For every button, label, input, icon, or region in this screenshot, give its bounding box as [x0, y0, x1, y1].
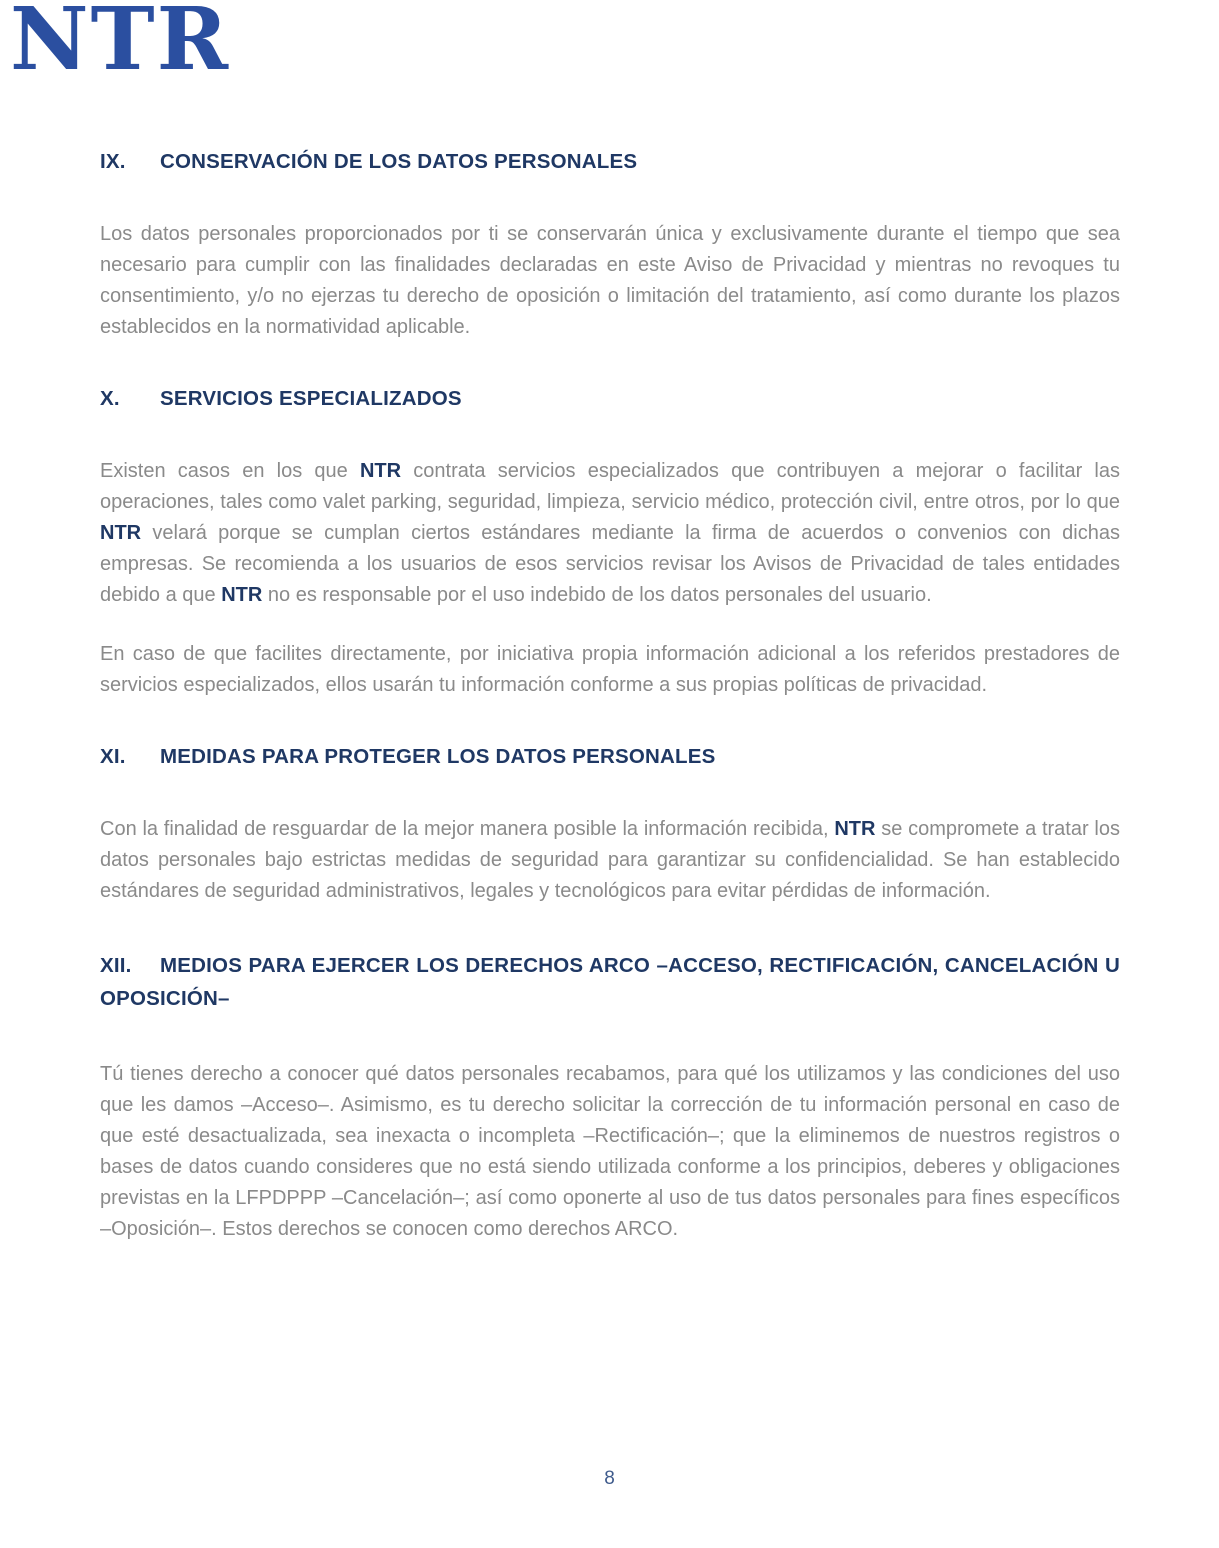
- body-paragraph: [100, 814, 1120, 907]
- brand-name: NTR: [359, 460, 402, 482]
- heading-title: MEDIOS PARA EJERCER LOS DERECHOS ARCO –ACCESO, RECTIFICACIÓN, CANCELACIÓN U OPOSICIÓN–: [100, 954, 1120, 1010]
- text-run: Con la finalidad de resguardar de la mejor manera posible la información recibida,: [100, 818, 835, 840]
- heading-number: X.: [100, 387, 120, 410]
- heading-number: IX.: [100, 150, 126, 173]
- brand-name: NTR: [221, 584, 263, 606]
- section-heading-x: [100, 385, 1120, 412]
- document-content: [0, 148, 1219, 1245]
- text-run: En caso de que facilites directamente, por iniciativa propia información adicional a los referidos prestadores de servicios especializados, ellos usarán tu información conforme a sus propias políticas de privacidad.: [100, 643, 1120, 696]
- text-run: contrata servicios especializados que contribuyen a mejorar o facilitar las operaciones, tales como valet parking, seguridad, limpieza, servicio médico, protección civil, entre otros, por lo que: [100, 460, 1120, 513]
- body-paragraph: [100, 456, 1120, 611]
- page-number: 8: [604, 1468, 615, 1489]
- heading-title: SERVICIOS ESPECIALIZADOS: [160, 387, 462, 410]
- text-run: se compromete a tratar los datos personales bajo estrictas medidas de seguridad para garantizar su confidencialidad. Se han establecido estándares de seguridad administrativos, legales y tecnológicos para evitar pérdidas de información.: [100, 818, 1120, 902]
- section-heading-ix: [100, 148, 1120, 175]
- heading-number: XI.: [100, 745, 126, 768]
- ntr-logo: NTR: [10, 0, 231, 90]
- section-heading-xi: [100, 743, 1120, 770]
- text-run: no es responsable por el uso indebido de los datos personales del usuario.: [262, 584, 932, 606]
- text-run: Existen casos en los que: [100, 460, 360, 482]
- text-run: Tú tienes derecho a conocer qué datos personales recabamos, para qué los utilizamos y las condiciones del uso que les damos –Acceso–. Asimismo, es tu derecho solicitar la corrección de tu información personal en caso de que esté desactualizada, sea inexacta o incompleta –Rectificación–; que la eliminemos de nuestros registros o bases de datos cuando consideres que no está siendo utilizada conforme a los principios, deberes y obligaciones previstas en la LFPDPPP –Cancelación–; así como oponerte al uso de tus datos personales para fines específicos –Oposición–. Estos derechos se conocen como derechos ARCO.: [100, 1063, 1120, 1240]
- body-paragraph: [100, 1059, 1120, 1245]
- heading-title: CONSERVACIÓN DE LOS DATOS PERSONALES: [160, 150, 638, 173]
- text-run: Los datos personales proporcionados por ti se conservarán única y exclusivamente durante el tiempo que sea necesario para cumplir con las finalidades declaradas en este Aviso de Privacidad y mientras no revoques tu consentimiento, y/o no ejerzas tu derecho de oposición o limitación del tratamiento, así como durante los plazos establecidos en la normatividad aplicable.: [100, 223, 1120, 338]
- heading-number: XII.: [100, 954, 132, 977]
- body-paragraph: [100, 219, 1120, 343]
- body-paragraph: [100, 639, 1120, 701]
- text-run: velará porque se cumplan ciertos estándares mediante la firma de acuerdos o convenios con dichas empresas. Se recomienda a los usuarios de esos servicios revisar los Avisos de Privacidad de tales entidades debido a que: [100, 522, 1120, 606]
- section-heading-xii: [100, 949, 1120, 1015]
- heading-title: MEDIDAS PARA PROTEGER LOS DATOS PERSONALES: [160, 745, 716, 768]
- brand-name: NTR: [834, 818, 876, 840]
- brand-name: NTR: [100, 522, 142, 544]
